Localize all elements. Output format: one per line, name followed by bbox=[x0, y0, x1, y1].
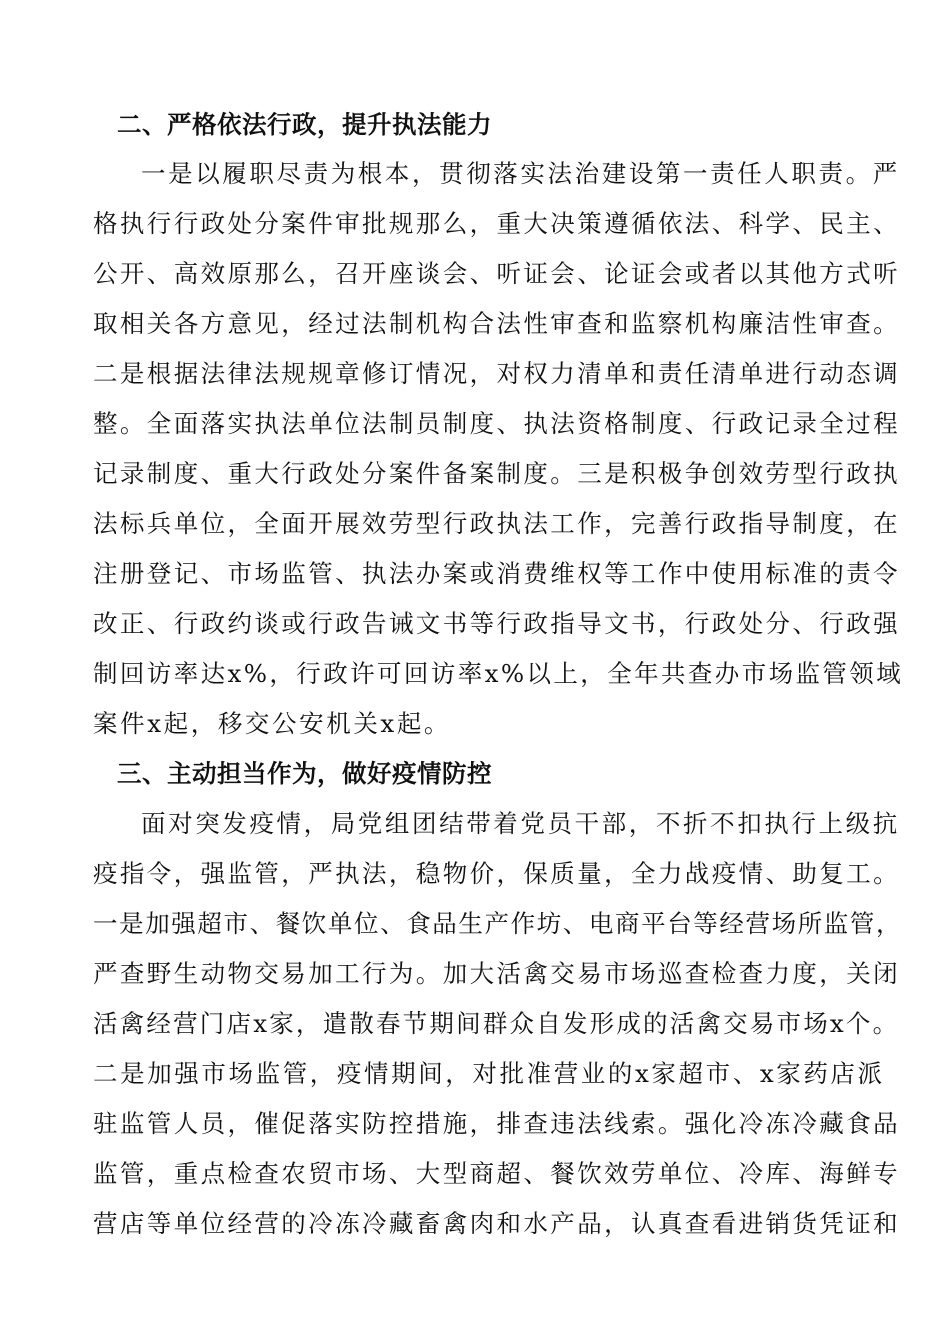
section-3-line-4: 严查野生动物交易加工行为。加大活禽交易市场巡查检查力度，关闭 bbox=[93, 959, 900, 988]
section-2-line-10: 改正、行政约谈或行政告诫文书等行政指导文书，行政处分、行政强 bbox=[93, 609, 900, 638]
section-3-heading: 三、主动担当作为，做好疫情防控 bbox=[117, 759, 492, 788]
section-2-line-1: 一是以履职尽责为根本，贯彻落实法治建设第一责任人职责。严 bbox=[141, 159, 900, 188]
section-2-line-2: 格执行行政处分案件审批规那么，重大决策遵循依法、科学、民主、 bbox=[93, 209, 900, 238]
section-2-line-4: 取相关各方意见，经过法制机构合法性审查和监察机构廉洁性审查。 bbox=[93, 309, 900, 338]
section-3-line-5: 活禽经营门店x家，遣散春节期间群众自发形成的活禽交易市场x个。 bbox=[93, 1009, 900, 1038]
section-2-line-8: 法标兵单位，全面开展效劳型行政执法工作，完善行政指导制度，在 bbox=[93, 509, 900, 538]
section-2-line-5: 二是根据法律法规规章修订情况，对权力清单和责任清单进行动态调 bbox=[93, 359, 900, 388]
section-2-heading: 二、严格依法行政，提升执法能力 bbox=[117, 110, 492, 139]
section-2-line-9: 注册登记、市场监管、执法办案或消费维权等工作中使用标准的责令 bbox=[93, 559, 900, 588]
section-3-line-3: 一是加强超市、餐饮单位、食品生产作坊、电商平台等经营场所监管， bbox=[93, 909, 903, 938]
section-3-line-8: 监管，重点检查农贸市场、大型商超、餐饮效劳单位、冷库、海鲜专 bbox=[93, 1159, 900, 1188]
section-3-line-9: 营店等单位经营的冷冻冷藏畜禽肉和水产品，认真查看进销货凭证和 bbox=[93, 1209, 900, 1238]
section-3-line-2: 疫指令，强监管，严执法，稳物价，保质量，全力战疫情、助复工。 bbox=[93, 859, 900, 888]
section-2-line-12: 案件x起，移交公安机关x起。 bbox=[93, 709, 452, 738]
section-3-line-1: 面对突发疫情，局党组团结带着党员干部，不折不扣执行上级抗 bbox=[141, 809, 900, 838]
section-3-line-7: 驻监管人员，催促落实防控措施，排查违法线索。强化冷冻冷藏食品 bbox=[93, 1109, 900, 1138]
section-2-line-11: 制回访率达x%，行政许可回访率x%以上，全年共查办市场监管领域 bbox=[93, 659, 904, 688]
section-2-line-6: 整。全面落实执法单位法制员制度、执法资格制度、行政记录全过程 bbox=[93, 409, 900, 438]
section-2-line-7: 记录制度、重大行政处分案件备案制度。三是积极争创效劳型行政执 bbox=[93, 459, 900, 488]
section-2-line-3: 公开、高效原那么，召开座谈会、听证会、论证会或者以其他方式听 bbox=[93, 259, 900, 288]
section-3-line-6: 二是加强市场监管，疫情期间，对批准营业的x家超市、x家药店派 bbox=[93, 1059, 885, 1088]
